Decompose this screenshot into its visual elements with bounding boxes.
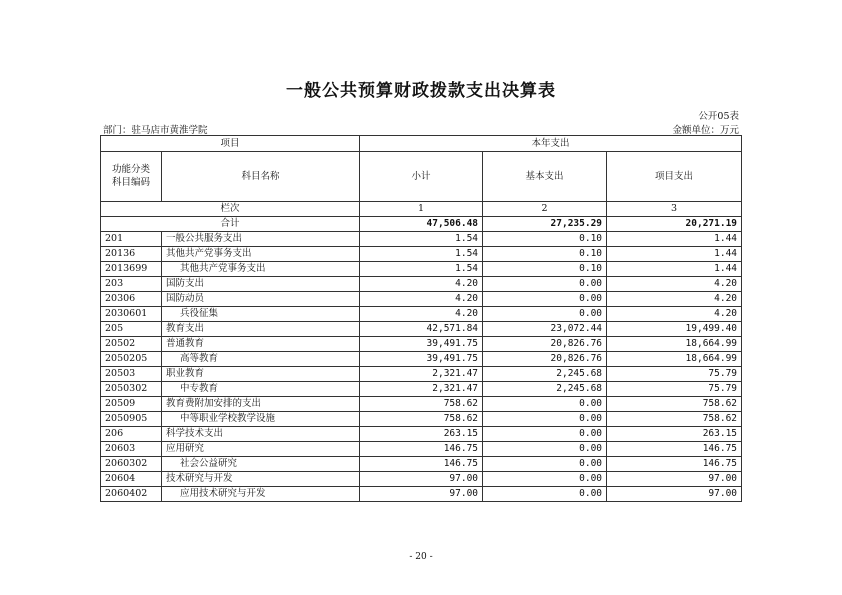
total-project: 20,271.19 [607, 217, 742, 232]
column-index-3: 3 [607, 202, 742, 217]
table-row [101, 397, 742, 412]
row-project: 75.79 [607, 382, 742, 397]
total-label: 合计 [101, 217, 360, 232]
row-code: 203 [101, 277, 162, 292]
row-code: 2030601 [101, 307, 162, 322]
page-number: - 20 - [409, 552, 433, 562]
row-basic: 0.00 [483, 277, 607, 292]
row-project: 758.62 [607, 397, 742, 412]
row-code: 20136 [101, 247, 162, 262]
table-row [101, 382, 742, 397]
row-project: 19,499.40 [607, 322, 742, 337]
row-basic: 0.00 [483, 412, 607, 427]
table-row [101, 427, 742, 442]
row-project: 758.62 [607, 412, 742, 427]
row-project: 1.44 [607, 232, 742, 247]
table-row [101, 352, 742, 367]
row-subject-name: 教育支出 [162, 322, 360, 337]
row-subtotal: 42,571.84 [360, 322, 483, 337]
row-code: 20603 [101, 442, 162, 457]
row-basic: 20,826.76 [483, 337, 607, 352]
row-basic: 20,826.76 [483, 352, 607, 367]
row-subject-name: 国防支出 [162, 277, 360, 292]
row-subject-name: 中专教育 [162, 382, 360, 397]
table-row [101, 487, 742, 502]
header-subject-name: 科目名称 [162, 152, 360, 202]
row-subject-name: 职业教育 [162, 367, 360, 382]
form-code: 公开05表 [698, 111, 739, 122]
row-subtotal: 39,491.75 [360, 352, 483, 367]
row-subject-name: 其他共产党事务支出 [162, 262, 360, 277]
row-code: 205 [101, 322, 162, 337]
row-project: 97.00 [607, 487, 742, 502]
row-basic: 0.10 [483, 247, 607, 262]
row-code: 20509 [101, 397, 162, 412]
row-subject-name: 教育费附加安排的支出 [162, 397, 360, 412]
row-subtotal: 758.62 [360, 412, 483, 427]
table-row [101, 277, 742, 292]
table-row [101, 232, 742, 247]
row-subtotal: 758.62 [360, 397, 483, 412]
department-label: 部门：驻马店市黄淮学院 [103, 125, 208, 136]
header-func-code: 功能分类 科目编码 [101, 152, 162, 202]
row-subtotal: 4.20 [360, 277, 483, 292]
row-subject-name: 中等职业学校教学设施 [162, 412, 360, 427]
row-subtotal: 1.54 [360, 262, 483, 277]
row-project: 18,664.99 [607, 337, 742, 352]
row-project: 1.44 [607, 262, 742, 277]
row-code: 20604 [101, 472, 162, 487]
row-project: 75.79 [607, 367, 742, 382]
row-subtotal: 97.00 [360, 487, 483, 502]
row-basic: 0.00 [483, 472, 607, 487]
row-subject-name: 应用研究 [162, 442, 360, 457]
table-row [101, 472, 742, 487]
table-row [101, 367, 742, 382]
row-basic: 0.10 [483, 262, 607, 277]
row-subject-name: 国防动员 [162, 292, 360, 307]
page-title: 一般公共预算财政拨款支出决算表 [286, 81, 556, 101]
row-project: 97.00 [607, 472, 742, 487]
row-code: 2050905 [101, 412, 162, 427]
row-basic: 2,245.68 [483, 382, 607, 397]
row-code: 2050205 [101, 352, 162, 367]
row-basic: 23,072.44 [483, 322, 607, 337]
row-basic: 0.00 [483, 427, 607, 442]
row-subtotal: 146.75 [360, 442, 483, 457]
unit-label: 金额单位：万元 [672, 125, 739, 136]
row-basic: 2,245.68 [483, 367, 607, 382]
header-subtotal: 小计 [360, 152, 483, 202]
table-row [101, 292, 742, 307]
row-subtotal: 1.54 [360, 232, 483, 247]
row-project: 146.75 [607, 457, 742, 472]
row-basic: 0.00 [483, 442, 607, 457]
row-code: 206 [101, 427, 162, 442]
row-subject-name: 应用技术研究与开发 [162, 487, 360, 502]
row-subtotal: 1.54 [360, 247, 483, 262]
header-project: 项目支出 [607, 152, 742, 202]
row-subtotal: 97.00 [360, 472, 483, 487]
row-basic: 0.00 [483, 397, 607, 412]
table-row [101, 337, 742, 352]
header-row-columns [101, 152, 742, 202]
row-subtotal: 2,321.47 [360, 367, 483, 382]
row-basic: 0.00 [483, 292, 607, 307]
row-project: 146.75 [607, 442, 742, 457]
row-subtotal: 4.20 [360, 307, 483, 322]
row-project: 18,664.99 [607, 352, 742, 367]
row-code: 2013699 [101, 262, 162, 277]
row-code: 2060402 [101, 487, 162, 502]
total-subtotal: 47,506.48 [360, 217, 483, 232]
column-index-2: 2 [483, 202, 607, 217]
row-project: 1.44 [607, 247, 742, 262]
total-basic: 27,235.29 [483, 217, 607, 232]
row-subject-name: 其他共产党事务支出 [162, 247, 360, 262]
row-code: 201 [101, 232, 162, 247]
expenditure-table [100, 135, 742, 502]
row-basic: 0.00 [483, 457, 607, 472]
row-code: 20502 [101, 337, 162, 352]
column-index-1: 1 [360, 202, 483, 217]
column-label: 栏次 [101, 202, 360, 217]
row-subject-name: 一般公共服务支出 [162, 232, 360, 247]
row-basic: 0.00 [483, 307, 607, 322]
header-expense-group: 本年支出 [360, 136, 742, 152]
row-project: 4.20 [607, 307, 742, 322]
table-row [101, 322, 742, 337]
row-code: 20503 [101, 367, 162, 382]
row-subject-name: 普通教育 [162, 337, 360, 352]
row-code: 20306 [101, 292, 162, 307]
row-subtotal: 4.20 [360, 292, 483, 307]
row-project: 4.20 [607, 292, 742, 307]
row-subject-name: 科学技术支出 [162, 427, 360, 442]
row-project: 263.15 [607, 427, 742, 442]
column-index-row [101, 202, 742, 217]
row-basic: 0.10 [483, 232, 607, 247]
row-project: 4.20 [607, 277, 742, 292]
row-subtotal: 2,321.47 [360, 382, 483, 397]
table-row [101, 457, 742, 472]
table-row [101, 307, 742, 322]
header-basic: 基本支出 [483, 152, 607, 202]
table-row [101, 262, 742, 277]
row-subtotal: 263.15 [360, 427, 483, 442]
total-row [101, 217, 742, 232]
row-subtotal: 39,491.75 [360, 337, 483, 352]
row-subject-name: 社会公益研究 [162, 457, 360, 472]
row-subtotal: 146.75 [360, 457, 483, 472]
row-subject-name: 兵役征集 [162, 307, 360, 322]
row-code: 2050302 [101, 382, 162, 397]
row-subject-name: 高等教育 [162, 352, 360, 367]
table-row [101, 247, 742, 262]
row-basic: 0.00 [483, 487, 607, 502]
header-row-groups [101, 136, 742, 152]
row-subject-name: 技术研究与开发 [162, 472, 360, 487]
row-code: 2060302 [101, 457, 162, 472]
table-row [101, 412, 742, 427]
table-row [101, 442, 742, 457]
header-item-group: 项目 [101, 136, 360, 152]
